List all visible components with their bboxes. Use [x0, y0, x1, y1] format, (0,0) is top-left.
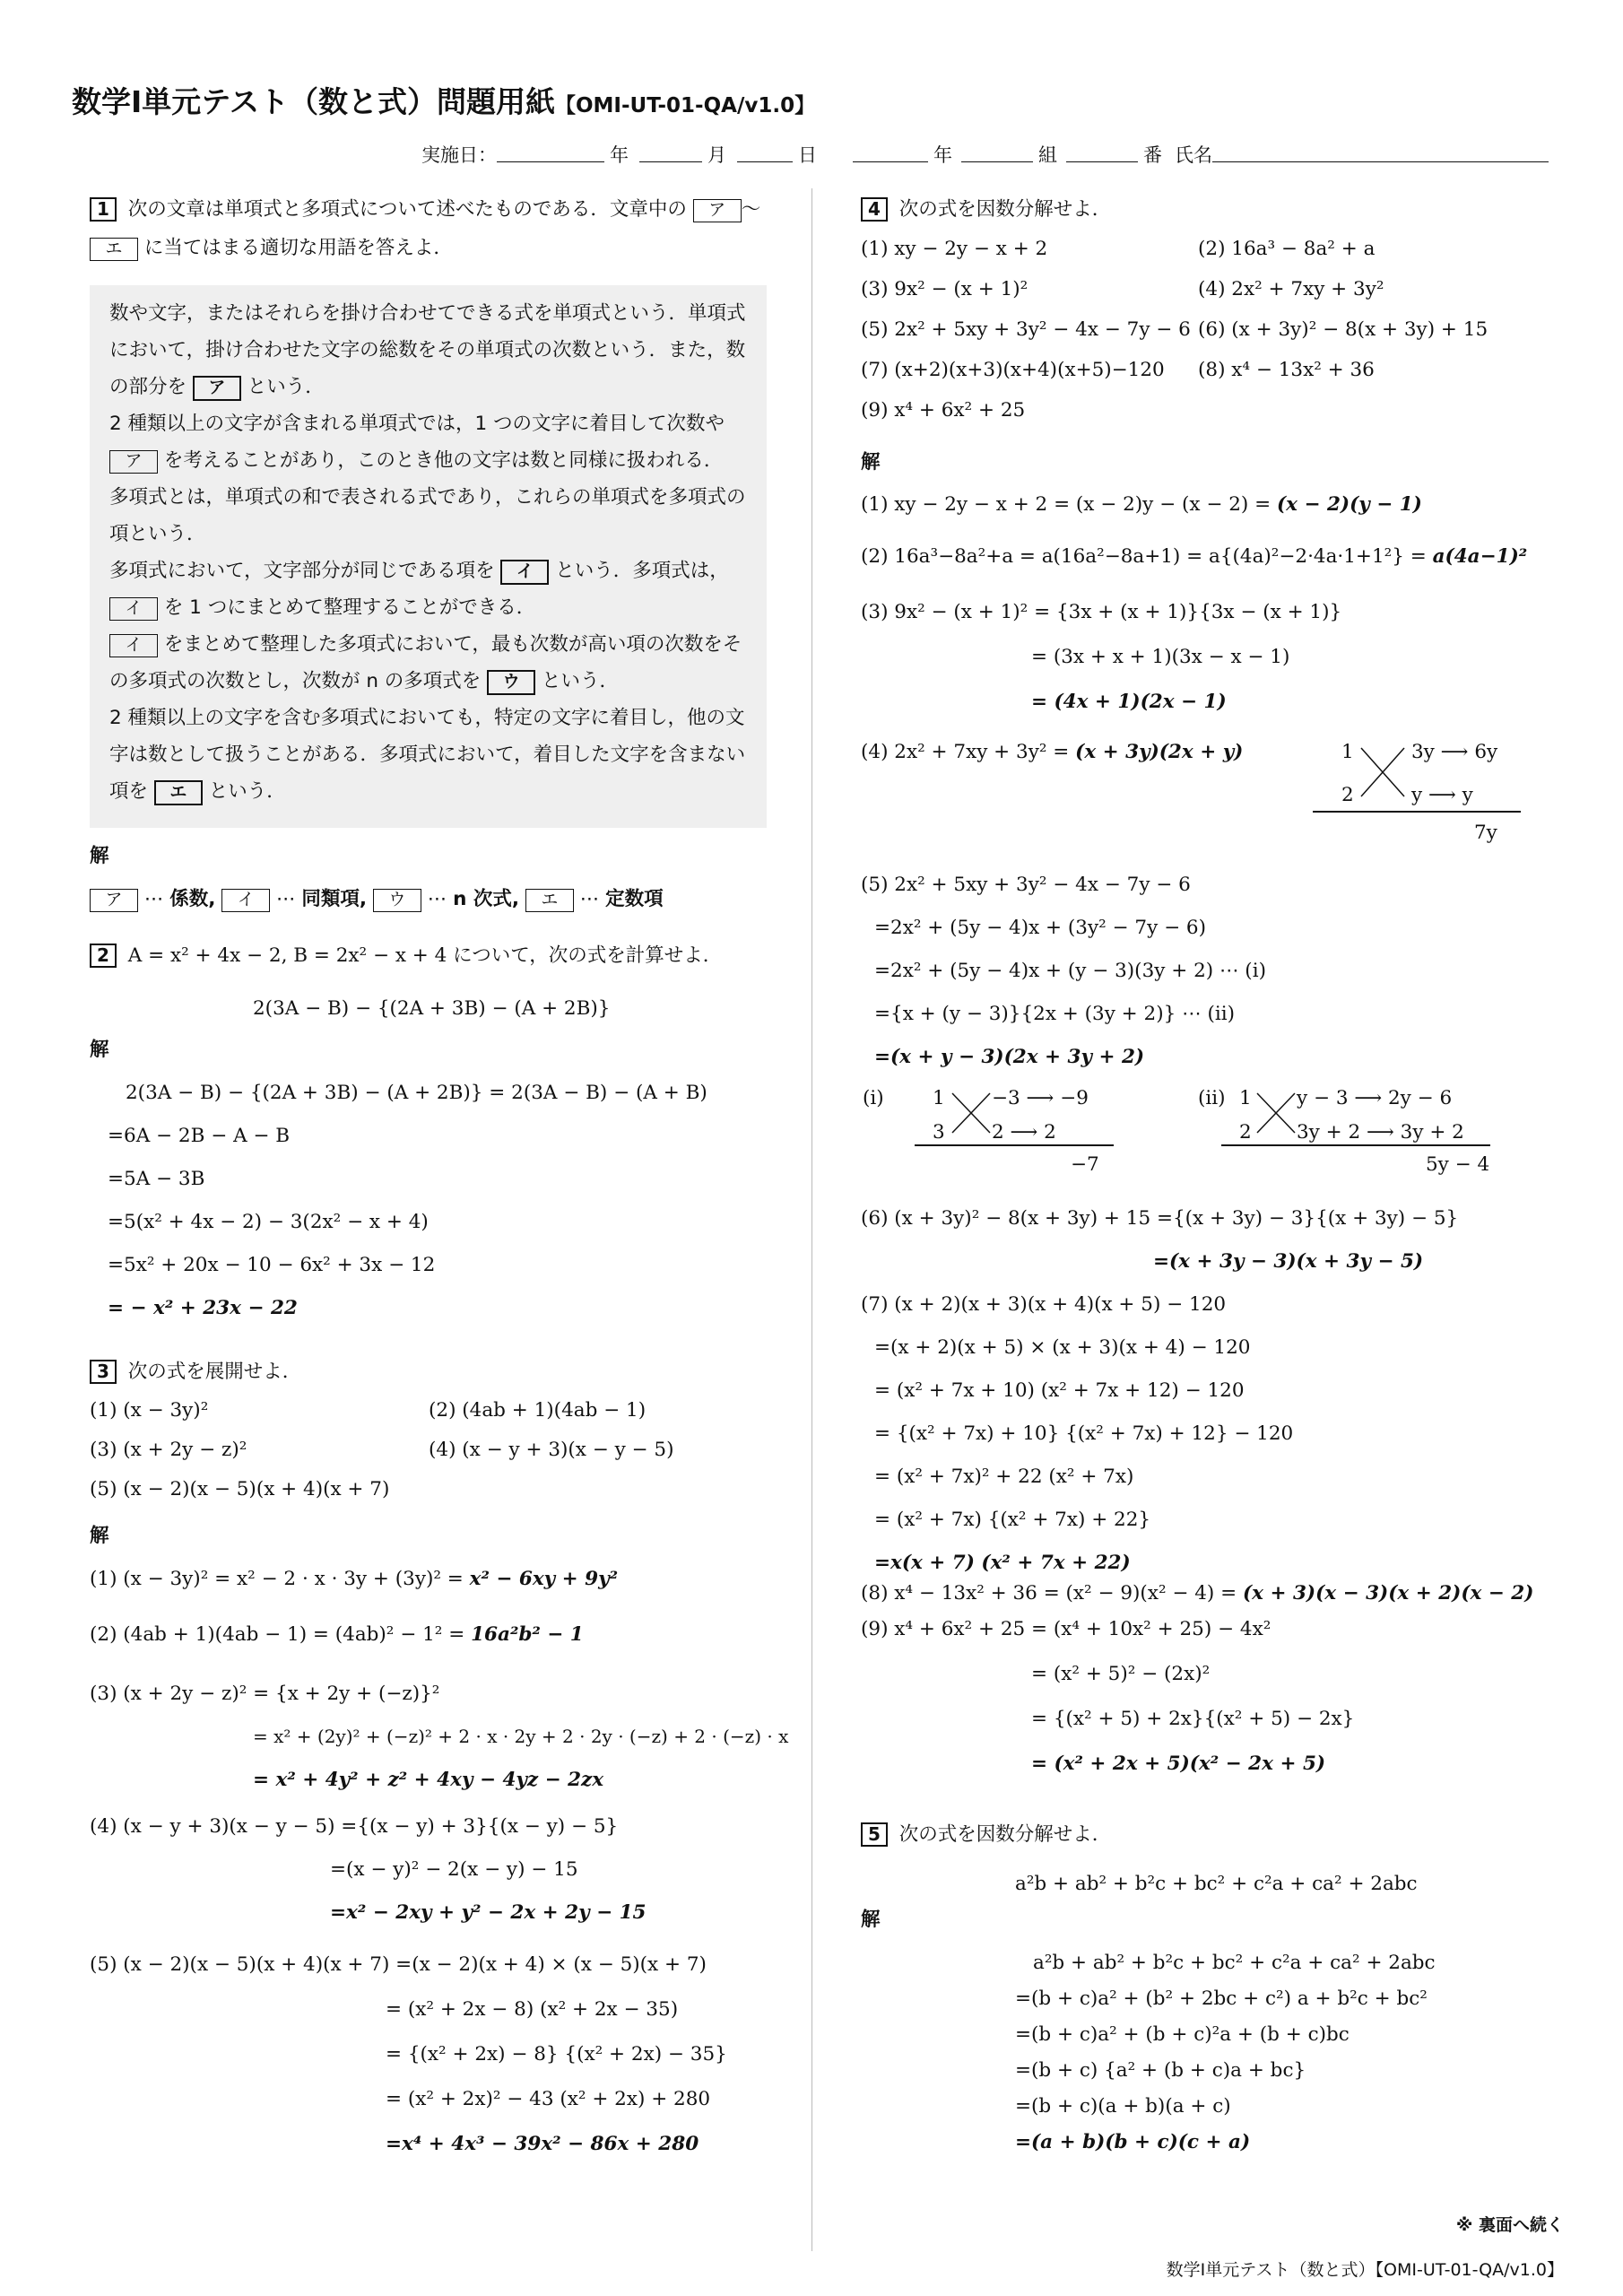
dots: ⋯ — [143, 888, 164, 910]
cross4-rule — [1313, 811, 1521, 813]
q4-sol4-work: (4) 2x² + 7xy + 3y² = — [861, 741, 1076, 763]
q2-step: 2(3A − B) − {(2A + 3B) − (A + 2B)} = 2(3A − B) − (A + B) — [126, 1082, 707, 1104]
q4-problem: (4) 2x² + 7xy + 3y² — [1198, 278, 1384, 300]
q5-step: a²b + ab² + b²c + bc² + c²a + ca² + 2abc — [1033, 1952, 1436, 1974]
q4-sol5-step: ={x + (y − 3)}{2x + (3y + 2)} ⋯ (ii) — [874, 1003, 1235, 1025]
cross-ii-right1: y − 3 ⟶ 2y − 6 — [1297, 1087, 1453, 1109]
info-line — [421, 141, 1549, 168]
number-blank[interactable] — [1066, 141, 1138, 162]
passage-text: 項を — [109, 780, 149, 803]
day-label: 日 — [798, 144, 817, 166]
q1-text2: に当てはまる適切な用語を答えよ． — [143, 237, 453, 259]
q1-statement-line1 — [90, 197, 760, 222]
q4-sol7-step: = (x² + 7x) {(x² + 7x) + 22} — [874, 1509, 1151, 1531]
q5-answer: =(a + b)(b + c)(c + a) — [1015, 2131, 1251, 2153]
passage-line — [109, 670, 619, 695]
class-label: 組 — [1038, 144, 1057, 166]
q3-sol1-answer: x² − 6xy + 9y² — [469, 1568, 619, 1590]
passage-text: 項という． — [109, 523, 206, 545]
cross-i-lines — [950, 1091, 992, 1135]
ans-box-i: イ — [221, 889, 270, 912]
month-label: 月 — [707, 144, 726, 166]
q5-statement — [861, 1822, 1111, 1847]
passage-text: をまとめて整理した多項式において，最も次数が高い項の次数をそ — [163, 633, 742, 656]
cross4-right1: 3y ⟶ 6y — [1411, 741, 1498, 763]
q3-sol3: (3) (x + 2y − z)² = {x + 2y + (−z)}² — [90, 1683, 440, 1705]
grade-year-label: 年 — [933, 144, 952, 166]
q4-sol6-answer: =(x + 3y − 3)(x + 3y − 5) — [1153, 1250, 1424, 1273]
q3-problem: (2) (4ab + 1)(4ab − 1) — [429, 1399, 647, 1422]
q4-solution-label: 解 — [861, 451, 881, 474]
q1-text1: 次の文章は単項式と多項式について述べたものである．文章中の — [127, 198, 687, 221]
cross-ii-left2: 2 — [1239, 1121, 1252, 1144]
q3-sol5: (5) (x − 2)(x − 5)(x + 4)(x + 7) =(x − 2)(x + 4) × (x − 5)(x + 7) — [90, 1953, 707, 1976]
year-label: 年 — [610, 144, 629, 166]
q4-sol8-work: (8) x⁴ − 13x² + 36 = (x² − 9)(x² − 4) = — [861, 1582, 1243, 1605]
q4-sol7-step: =(x + 2)(x + 5) × (x + 3)(x + 4) − 120 — [874, 1336, 1251, 1359]
passage-line — [109, 707, 745, 730]
passage-line — [109, 302, 746, 326]
q1-answers — [90, 888, 664, 912]
passage-text: 多項式において，文字部分が同じである項を — [109, 560, 495, 582]
passage-text: 2 種類以上の文字を含む多項式においても，特定の文字に着目し，他の文 — [109, 707, 745, 729]
q1-number: 1 — [90, 197, 117, 222]
q3-sol5-step: = (x² + 2x − 8) (x² + 2x − 35) — [386, 1998, 679, 2021]
q3-text: 次の式を展開せよ． — [127, 1361, 302, 1383]
date-year-blank[interactable] — [497, 141, 604, 162]
cross-i-label: (i) — [863, 1087, 884, 1109]
footer-title: 数学Ⅰ単元テスト（数と式）【OMI-UT-01-QA/v1.0】 — [1166, 2260, 1564, 2280]
answer-a: 係数, — [169, 888, 216, 910]
cross-ii-label: (ii) — [1198, 1087, 1226, 1109]
passage-text: という． — [541, 670, 619, 692]
q4-problem: (1) xy − 2y − x + 2 — [861, 238, 1048, 260]
box-i: イ — [109, 634, 158, 657]
q3-statement — [90, 1360, 301, 1384]
q3-sol4-step: =(x − y)² − 2(x − y) − 15 — [330, 1858, 578, 1881]
q4-problem: (2) 16a³ − 8a² + a — [1198, 238, 1376, 260]
q4-sol9-step: = {(x² + 5) + 2x}{(x² + 5) − 2x} — [1031, 1708, 1355, 1730]
passage-text: 字は数として扱うことがある．多項式において，着目した文字を含まない — [109, 744, 746, 766]
q3-sol5-answer: =x⁴ + 4x³ − 39x² − 86x + 280 — [386, 2133, 699, 2155]
cross-i-rule — [915, 1144, 1114, 1146]
box-a: ア — [193, 376, 241, 401]
q3-sol2 — [90, 1623, 584, 1647]
q4-sol9-answer: = (x² + 2x + 5)(x² − 2x + 5) — [1031, 1752, 1326, 1775]
cross4-left2: 2 — [1341, 784, 1354, 806]
q1-box-e: エ — [90, 238, 138, 261]
passage-line — [109, 780, 286, 805]
q2-solution-label: 解 — [90, 1039, 109, 1061]
dots: ⋯ — [276, 888, 296, 910]
q2-answer: = − x² + 23x − 22 — [108, 1297, 298, 1319]
dots: ⋯ — [427, 888, 447, 910]
q3-problem: (1) (x − 3y)² — [90, 1399, 209, 1422]
q3-sol5-step: = {(x² + 2x) − 8} {(x² + 2x) − 35} — [386, 2043, 727, 2066]
passage-line — [109, 523, 206, 546]
q4-problem: (8) x⁴ − 13x² + 36 — [1198, 359, 1375, 381]
q2-step: =6A − 2B − A − B — [108, 1125, 291, 1147]
q4-problem: (3) 9x² − (x + 1)² — [861, 278, 1028, 300]
q4-sol7-step: = (x² + 7x + 10) (x² + 7x + 12) − 120 — [874, 1379, 1245, 1402]
box-i: イ — [500, 560, 549, 585]
q4-sol1-answer: (x − 2)(y − 1) — [1276, 493, 1422, 516]
cross-ii-sum: 5y − 4 — [1426, 1153, 1490, 1176]
dots: ⋯ — [579, 888, 600, 910]
q4-sol2-work: (2) 16a³−8a²+a = a(16a²−8a+1) = a{(4a)²−2·4a·1+1²} = — [861, 545, 1433, 568]
q1-tilde: 〜 — [741, 198, 761, 221]
box-e: エ — [154, 780, 203, 805]
passage-text: を考えることがあり，このとき他の文字は数と同様に扱われる． — [163, 449, 724, 472]
passage-line — [109, 596, 535, 621]
box-i: イ — [109, 597, 158, 621]
number-label: 番 — [1143, 144, 1162, 166]
q3-sol1-work: (1) (x − 3y)² = x² − 2 · x · 3y + (3y)² = — [90, 1568, 470, 1590]
passage-text: を 1 つにまとめて整理することができる． — [163, 596, 536, 619]
passage-line — [109, 486, 746, 509]
date-label: 実施日： — [421, 144, 497, 166]
q4-sol5: (5) 2x² + 5xy + 3y² − 4x − 7y − 6 — [861, 874, 1191, 896]
ans-box-u: ウ — [373, 889, 421, 912]
q3-sol4: (4) (x − y + 3)(x − y − 5) ={(x − y) + 3}{(x − y) − 5} — [90, 1815, 619, 1838]
name-label: 氏名 — [1175, 144, 1212, 166]
q3-sol4-answer: =x² − 2xy + y² − 2x + 2y − 15 — [330, 1901, 647, 1924]
cross-ii-rule — [1221, 1144, 1490, 1146]
ans-box-e: エ — [525, 889, 574, 912]
answer-u: n 次式, — [453, 888, 520, 910]
q3-problem: (4) (x − y + 3)(x − y − 5) — [429, 1439, 674, 1461]
q2-step: =5A − 3B — [108, 1168, 205, 1190]
answer-e: 定数項 — [605, 888, 664, 910]
q1-box-a: ア — [693, 199, 742, 222]
q4-problem: (6) (x + 3y)² − 8(x + 3y) + 15 — [1198, 318, 1488, 341]
q4-text: 次の式を因数分解せよ． — [898, 198, 1112, 221]
passage-text: という． — [247, 376, 325, 398]
q3-sol3-answer: = x² + 4y² + z² + 4xy − 4yz − 2zx — [253, 1769, 604, 1791]
q3-problem: (5) (x − 2)(x − 5)(x + 4)(x + 7) — [90, 1478, 390, 1500]
cross4-lines — [1359, 744, 1406, 800]
cross4-right2: y ⟶ y — [1411, 784, 1473, 806]
q3-sol2-work: (2) (4ab + 1)(4ab − 1) = (4ab)² − 1² = — [90, 1623, 472, 1646]
class-blank[interactable] — [961, 141, 1033, 162]
q5-step: =(b + c) {a² + (b + c)a + bc} — [1015, 2059, 1306, 2082]
passage-text: 多項式とは，単項式の和で表される式であり，これらの単項式を多項式の — [109, 486, 746, 509]
passage-text: という．多項式は， — [555, 560, 729, 582]
name-blank[interactable] — [1212, 141, 1549, 162]
ans-box-a: ア — [90, 889, 138, 912]
cross-i-right1: −3 ⟶ −9 — [992, 1087, 1089, 1109]
q4-sol5-step: =2x² + (5y − 4)x + (3y² − 7y − 6) — [874, 917, 1206, 939]
q1-solution-label: 解 — [90, 845, 109, 867]
q4-sol3-step: = (3x + x + 1)(3x − x − 1) — [1031, 646, 1290, 668]
q4-sol9: (9) x⁴ + 6x² + 25 = (x⁴ + 10x² + 25) − 4x² — [861, 1618, 1271, 1640]
q2-expression: 2(3A − B) − {(2A + 3B) − (A + 2B)} — [253, 997, 611, 1020]
q3-sol3-step: = x² + (2y)² + (−z)² + 2 · x · 2y + 2 · 2y · (−z) + 2 · (−z) · x — [253, 1726, 789, 1747]
cross4-left1: 1 — [1341, 741, 1354, 763]
continue-note: ※ 裏面へ続く — [1455, 2215, 1564, 2235]
q3-sol2-answer: 16a²b² − 1 — [471, 1623, 584, 1646]
q4-sol8-answer: (x + 3)(x − 3)(x + 2)(x − 2) — [1243, 1582, 1534, 1605]
q1-statement-line2 — [90, 237, 453, 261]
q4-sol7: (7) (x + 2)(x + 3)(x + 4)(x + 5) − 120 — [861, 1293, 1227, 1316]
q3-solution-label: 解 — [90, 1525, 109, 1547]
grade-year-blank[interactable] — [853, 141, 928, 162]
q4-sol8 — [861, 1582, 1533, 1605]
q4-sol7-step: = (x² + 7x)² + 22 (x² + 7x) — [874, 1465, 1134, 1488]
q5-solution-label: 解 — [861, 1909, 881, 1931]
cross-ii-right2: 3y + 2 ⟶ 3y + 2 — [1297, 1121, 1464, 1144]
q4-sol9-step: = (x² + 5)² − (2x)² — [1031, 1663, 1211, 1685]
q4-sol7-step: = {(x² + 7x) + 10} {(x² + 7x) + 12} − 120 — [874, 1422, 1294, 1445]
passage-line — [109, 633, 742, 657]
q4-sol6: (6) (x + 3y)² − 8(x + 3y) + 15 ={(x + 3y) − 3}{(x + 3y) − 5} — [861, 1207, 1459, 1230]
cross-i-left1: 1 — [933, 1087, 945, 1109]
q4-problem: (5) 2x² + 5xy + 3y² − 4x − 7y − 6 — [861, 318, 1191, 341]
date-day-blank[interactable] — [737, 141, 793, 162]
box-a: ア — [109, 450, 158, 474]
cross-i-right2: 2 ⟶ 2 — [992, 1121, 1056, 1144]
q3-problem: (3) (x + 2y − z)² — [90, 1439, 247, 1461]
cross-ii-left1: 1 — [1239, 1087, 1252, 1109]
date-month-blank[interactable] — [639, 141, 702, 162]
q4-sol4-answer: (x + 3y)(2x + y) — [1075, 741, 1244, 763]
box-u: ウ — [487, 670, 535, 695]
q5-text: 次の式を因数分解せよ． — [898, 1823, 1112, 1846]
cross-ii-lines — [1255, 1091, 1297, 1135]
q4-sol1 — [861, 493, 1422, 517]
q4-sol3: (3) 9x² − (x + 1)² = {3x + (x + 1)}{3x − (x + 1)} — [861, 601, 1342, 623]
q4-statement — [861, 197, 1111, 222]
q4-sol4 — [861, 741, 1243, 764]
q4-sol5-answer: =(x + y − 3)(2x + 3y + 2) — [874, 1046, 1145, 1068]
passage-text: の多項式の次数とし，次数が n の多項式を — [109, 670, 482, 692]
q2-step: =5x² + 20x − 10 − 6x² + 3x − 12 — [108, 1254, 436, 1276]
q4-sol2 — [861, 545, 1527, 569]
passage-line — [109, 376, 325, 401]
q2-step: =5(x² + 4x − 2) − 3(2x² − x + 4) — [108, 1211, 429, 1233]
answer-i: 同類項, — [301, 888, 368, 910]
passage-text: 2 種類以上の文字が含まれる単項式では，1 つの文字に着目して次数や — [109, 413, 725, 435]
passage-line — [109, 413, 725, 436]
passage-text: の部分を — [109, 376, 187, 398]
q3-number: 3 — [90, 1360, 117, 1384]
cross4-sum: 7y — [1474, 822, 1497, 844]
q4-problem: (9) x⁴ + 6x² + 25 — [861, 399, 1026, 422]
q5-step: =(b + c)a² + (b² + 2bc + c²) a + b²c + bc² — [1015, 1987, 1428, 2010]
passage-line — [109, 449, 723, 474]
page-title — [72, 79, 815, 121]
q4-problem: (7) (x+2)(x+3)(x+4)(x+5)−120 — [861, 359, 1165, 381]
q4-number: 4 — [861, 197, 888, 222]
q3-sol1 — [90, 1568, 618, 1591]
q4-sol3-answer: = (4x + 1)(2x − 1) — [1031, 691, 1227, 713]
passage-text: 数や文字，またはそれらを掛け合わせてできる式を単項式という．単項式 — [109, 302, 746, 325]
q2-text: A = x² + 4x − 2, B = 2x² − x + 4 について，次の式を計算せよ． — [127, 944, 723, 967]
q5-expression: a²b + ab² + b²c + bc² + c²a + ca² + 2abc — [1015, 1873, 1418, 1895]
passage-text: という． — [208, 780, 286, 803]
cross-i-sum: −7 — [1071, 1153, 1099, 1176]
title-code: 【OMI-UT-01-QA/v1.0】 — [554, 94, 816, 117]
q2-statement — [90, 944, 722, 968]
q4-sol2-answer: a(4a−1)² — [1432, 545, 1528, 568]
passage-line — [109, 339, 745, 362]
passage-line — [109, 744, 745, 767]
q4-sol5-step: =2x² + (5y − 4)x + (y − 3)(3y + 2) ⋯ (i) — [874, 960, 1266, 982]
q3-sol5-step: = (x² + 2x)² − 43 (x² + 2x) + 280 — [386, 2088, 711, 2110]
title-text: 数学Ⅰ単元テスト（数と式）問題用紙 — [72, 84, 555, 119]
q4-sol7-answer: =x(x + 7) (x² + 7x + 22) — [874, 1552, 1131, 1574]
passage-text: において，掛け合わせた文字の総数をその単項式の次数という．また，数 — [109, 339, 746, 361]
cross-i-left2: 3 — [933, 1121, 945, 1144]
q5-step: =(b + c)(a + b)(a + c) — [1015, 2095, 1231, 2118]
q4-sol1-work: (1) xy − 2y − x + 2 = (x − 2)y − (x − 2) = — [861, 493, 1277, 516]
q2-number: 2 — [90, 944, 117, 968]
passage-line — [109, 560, 729, 585]
q5-step: =(b + c)a² + (b + c)²a + (b + c)bc — [1015, 2023, 1350, 2046]
q5-number: 5 — [861, 1822, 888, 1847]
